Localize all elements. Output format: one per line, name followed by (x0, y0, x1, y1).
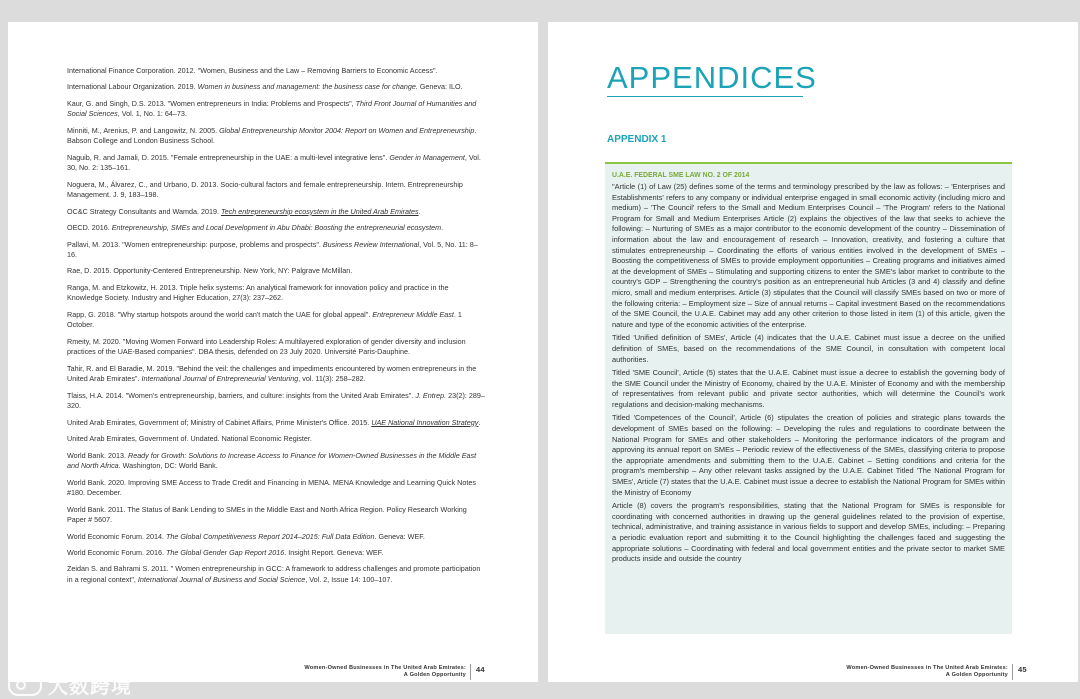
reference-entry (67, 126, 485, 147)
reference-text: . Geneva: WEF. (374, 531, 425, 541)
reference-text: Rapp, G. 2018. "Why startup hotspots around the world can't match the UAE for global appeal". (67, 309, 373, 319)
reference-text: United Arab Emirates, Government of; Ministry of Cabinet Affairs, Prime Minister's Office. 2015. (67, 417, 372, 427)
reference-entry (67, 364, 485, 385)
reference-text: Pallavi, M. 2013. "Women entrepreneurship: purpose, problems and prospects". (67, 239, 323, 249)
reference-text: UAE National Innovation Strategy (371, 417, 479, 427)
reference-text: Rae, D. 2015. Opportunity-Centered Entrepreneurship. New York, NY: Palgrave McMillan. (67, 266, 353, 276)
reference-text: Tahir, R. and El Baradie, M. 2019. "Behind the veil: the challenges and impediments encountered by women entrepreneurs in the United Arab Emirates". (67, 363, 477, 384)
reference-text: . (418, 206, 421, 216)
references-list (67, 66, 485, 591)
reference-text: World Bank. 2011. The Status of Bank Lending to SMEs in the Middle East and North Africa Region. Policy Research Working Paper # 5607. (67, 504, 467, 525)
reference-text: Tech entrepreneurship ecosystem in the United Arab Emirates (220, 206, 419, 216)
reference-text: Rmeity, M. 2020. "Moving Women Forward into Leadership Roles: A multilayered exploration of gender diversity and inclusion practices of the UAE-Based companies". DBA thesis, defended on 23 July 2020. Université Paris-Dauphine. (67, 336, 466, 357)
reference-text: Entrepreneurship, SMEs and Local Development in Abu Dhabi: Boosting the entrepreneurial ecosystem (111, 223, 442, 233)
reference-text: Ranga, M. and Etzkowitz, H. 2013. Triple helix systems: An analytical framework for innovation policy and practice in the Knowledge Society. Industry and Higher Education, 27(3): 237–262. (67, 282, 449, 303)
reference-entry (67, 153, 485, 174)
law-paragraph: Titled 'Unified definition of SMEs', Article (4) indicates that the U.A.E. Cabinet must issue a decree on the unified definition of SMEs, based on the recommendations of the SME Council, in consultation with competent local authorities. (612, 333, 1005, 364)
reference-entry (67, 99, 485, 120)
reference-entry (67, 82, 485, 93)
footer-title-line2: A Golden Opportunity (945, 672, 1008, 678)
reference-text: , Vol. 30, No. 2: 135–161. (67, 152, 481, 173)
reference-entry (67, 548, 485, 559)
reference-text: Zeidan S. and Bahrami S. 2011. " Women entrepreneurship in GCC: A framework to address challenges and promote participation in a regional context", (67, 564, 481, 584)
reference-text: Noguera, M., Álvarez, C., and Urbano, D. 2013. Socio-cultural factors and female entrepreneurship. Intern. Entrepreneurship Management. J. 9, 183–198. (67, 179, 463, 200)
left-page (8, 22, 538, 682)
reference-text: International Labour Organization. 2019. (67, 82, 198, 92)
appendix-heading: APPENDIX 1 (607, 134, 667, 145)
reference-text: , Vol. 5, No. 11: 8–16. (67, 239, 478, 260)
reference-text: United Arab Emirates, Government of. Undated. National Economic Register. (67, 434, 312, 444)
reference-text: Kaur, G. and Singh, D.S. 2013. "Women entrepreneurs in India: Problems and Prospects", (67, 98, 356, 108)
reference-text: World Bank. 2013. (67, 450, 128, 460)
reference-text: The Global Gender Gap Report 2016 (165, 547, 285, 557)
reference-entry (67, 266, 485, 277)
title-underline (607, 96, 803, 97)
reference-text: Tlaiss, H.A. 2014. "Women's entrepreneurship, barriers, and culture: insights from the United Arab Emirates". (67, 390, 416, 400)
chat-bubble-icon (8, 674, 42, 696)
reference-entry (67, 564, 485, 585)
law-paragraph: Article (8) covers the program's responsibilities, stating that the National Program for SMEs is responsible for coordinating with concerned authorities in drawing up the general guidelines related to the provision of expertise, technical, administrative, and training assistance in various fields to support and develop SMEs, including: – Preparing a periodic evaluation report and submitting it to the Council highlighting the challenges faced and suggesting the appropriate solutions – Coordinating with federal and local government entities and the private sector to market SME products inside and outside the country (612, 501, 1005, 564)
right-footer (818, 665, 1027, 679)
footer-title-line2: A Golden Opportunity (403, 672, 466, 678)
reference-text: International Journal of Entrepreneurial Venturing (141, 374, 299, 384)
reference-entry (67, 391, 485, 412)
reference-text: . (441, 223, 444, 233)
reference-text: . Washington, DC: World Bank. (118, 461, 218, 471)
law-box (605, 162, 1012, 634)
reference-text: World Bank. 2020. Improving SME Access to Trade Credit and Financing in MENA. MENA Knowledge and Learning Quick Notes #180. December. (67, 477, 476, 498)
reference-entry (67, 532, 485, 543)
reference-text: Business Review International (322, 239, 420, 249)
law-paragraph: Titled 'Competences of the Council', Article (6) stipulates the creation of policies and strategic plans towards the development of SMEs based on the following: – Developing the rules and regulations to coordinate between the National Program for SMEs and other stakeholders – Monitoring the performance indicators of the program and approving its annual report on SMEs – Periodic review of the effectiveness of the SMEs, classifying criteria to propose the appropriate amendments and submitting them to the U.A.E. Cabinet – Setting conditions and criteria for the program's membership – Any other relevant tasks assigned by the U.A.E. Cabinet Titled 'The National Program for SMEs', Article (7) states that the U.A.E. Cabinet must issue a decree to establish the National Program for SMEs within the Ministry of Economy (612, 413, 1005, 497)
reference-text: World Economic Forum. 2014. (67, 531, 166, 541)
reference-entry (67, 451, 485, 472)
footer-divider (470, 664, 471, 680)
reference-entry (67, 478, 485, 499)
law-heading: U.A.E. FEDERAL SME LAW NO. 2 OF 2014 (612, 172, 750, 179)
reference-entry (67, 207, 485, 218)
reference-text: World Economic Forum. 2016. (67, 547, 166, 557)
footer-divider (1012, 664, 1013, 680)
reference-text: Ready for Growth: Solutions to Increase Access to Finance for Women-Owned Businesses in the Middle East and North Africa (67, 450, 477, 471)
reference-entry (67, 310, 485, 331)
reference-text: J. Entrep. (415, 390, 447, 400)
reference-text: . (478, 417, 481, 427)
reference-text: , vol. 11(3): 258–282. (298, 374, 366, 384)
reference-text: International Journal of Business and Social Science (137, 574, 306, 584)
reference-entry (67, 505, 485, 526)
reference-text: 23(2): 289–320. (67, 390, 485, 411)
reference-text: The Global Competitiveness Report 2014–2015: Full Data Edition (165, 531, 375, 541)
reference-text: Geneva: ILO. (417, 82, 463, 92)
reference-text: , Vol. 1, No. 1: 64–73. (117, 109, 187, 119)
reference-text: OC&C Strategy Consultants and Wamda. 2019. (67, 206, 221, 216)
watermark (8, 670, 132, 699)
reference-text: Naguib, R. and Jamali, D. 2015. "Female entrepreneurship in the UAE: a multi-level integrative lens". (67, 152, 390, 162)
reference-entry (67, 66, 485, 77)
reference-text: Minniti, M., Arenius, P. and Langowitz, N. 2005. (67, 125, 220, 135)
law-paragraph: "Article (1) of Law (25) defines some of the terms and terminology prescribed by the law as follows: – 'Enterprises and Establishments' refers to any company or individual enterprise engaged in small economic activity (including micro and medium) – 'The Council' refers to the Small and Medium Enterprises Council – 'The Program' refers to the National Program for Small and Medium Enterprises Article (2) explains the objectives of the law that seeks to achieve the following: – Nurturing of SMEs as a major contributor to the economic development of the country – Dissemination of information about the law and encouragement of research – Innovation, creativity, and fostering a culture that stimulates entrepreneurship – Coordinating the efforts of various entities involved in the development of SMEs – Boosting the competitiveness of SMEs to provide employment opportunities – Creating programs and initiatives aimed at the development of SMEs – Stimulating and supporting citizens to enter the SME's labor market to contribute to the country's GDP – Strengthening the country's position as an entrepreneurial hub Articles (3 and 4) classify and define micro, small and medium enterprises. Article (3) stipulates that the Council will classify SMEs based on two or more of the following criteria: – Employment size – Size of annual returns – Capital investment Based on the recommendations of the SME Council, the U.A.E. Cabinet may add any other criterion to those listed in item (1) of this article, given the nature and type of the economic activities of the enterprise. (612, 182, 1005, 329)
reference-text: Entrepreneur Middle East (372, 309, 454, 319)
reference-entry (67, 283, 485, 304)
reference-text: Women in business and management: the business case for change. (197, 82, 418, 92)
left-footer (276, 665, 485, 679)
reference-text: , Vol. 2, Issue 14: 100–107. (305, 574, 393, 584)
reference-entry (67, 223, 485, 234)
reference-text: Global Entrepreneurship Monitor 2004: Report on Women and Entrepreneurship (219, 125, 475, 135)
reference-entry (67, 434, 485, 445)
reference-entry (67, 180, 485, 201)
reference-text: Gender in Management (389, 152, 465, 162)
reference-entry (67, 337, 485, 358)
reference-text: . Babson College and London Business School. (67, 125, 477, 146)
page-number: 45 (1018, 665, 1027, 674)
reference-text: . 1 October. (67, 309, 462, 330)
page-number: 44 (476, 665, 485, 674)
page-title: APPENDICES (607, 60, 817, 95)
reference-text: OECD. 2016. (67, 223, 112, 233)
watermark-text: 大数跨境 (48, 676, 132, 698)
footer-title-line1: Women-Owned Businesses in The United Arab Emirates: (846, 665, 1008, 671)
law-paragraph: Titled 'SME Council', Article (5) states that the U.A.E. Cabinet must issue a decree to establish the governing body of the SME Council under the Ministry of Economy, chaired by the U.A.E. Minister of Economy and with the membership of representatives from relevant public and private sector authorities, which will determine the Council's work regulations and decision-making mechanisms. (612, 368, 1005, 409)
right-page (548, 22, 1078, 682)
reference-text: International Finance Corporation. 2012. "Women, Business and the Law – Removing Barriers to Economic Access". (67, 66, 438, 75)
reference-entry (67, 418, 485, 429)
reference-entry (67, 240, 485, 261)
footer-title-line1: Women-Owned Businesses in The United Arab Emirates: (304, 665, 466, 671)
reference-text: Third Front Journal of Humanities and Social Sciences (67, 98, 477, 119)
reference-text: . Insight Report. Geneva: WEF. (284, 547, 384, 557)
